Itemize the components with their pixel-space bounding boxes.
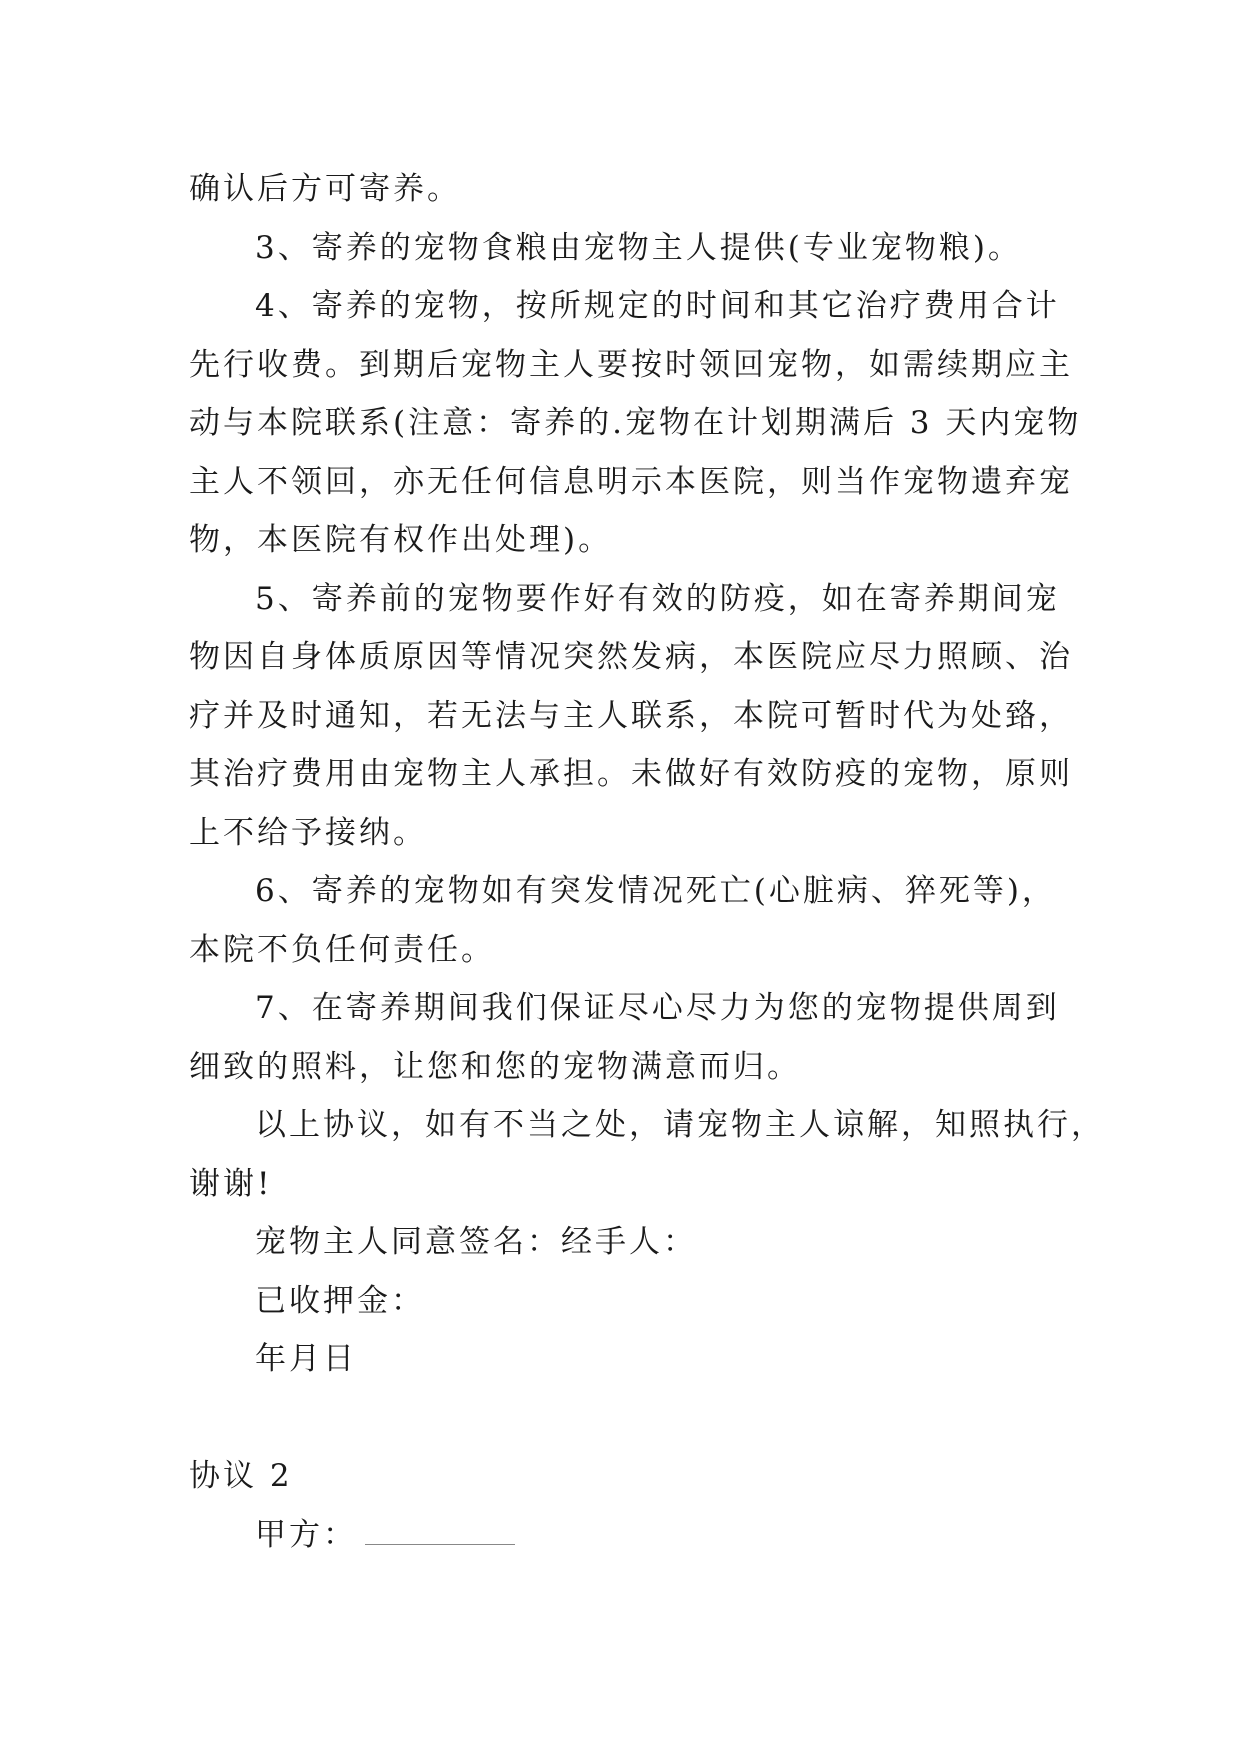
clause-4: 4、寄养的宠物，按所规定的时间和其它治疗费用合计 bbox=[255, 288, 1060, 324]
text-line: 物因自身体质原因等情况突然发病，本医院应尽力照顾、治 bbox=[189, 639, 1073, 675]
text-line: 谢谢! bbox=[189, 1165, 273, 1202]
date-line: 年月日 bbox=[255, 1341, 357, 1377]
text-line: 细致的照料，让您和您的宠物满意而归。 bbox=[189, 1048, 801, 1085]
closing-paragraph: 以上协议，如有不当之处，请宠物主人谅解，知照执行， bbox=[255, 1107, 1105, 1143]
deposit-line: 已收押金： bbox=[255, 1282, 425, 1319]
text-line: 疗并及时通知，若无法与主人联系，本院可暂时代为处臵， bbox=[189, 697, 1073, 734]
signature-line: 宠物主人同意签名：经手人： bbox=[255, 1224, 697, 1260]
clause-3: 3、寄养的宠物食粮由宠物主人提供(专业宠物粮)。 bbox=[255, 229, 1022, 266]
spacer bbox=[189, 1389, 1069, 1448]
clause-7: 7、在寄养期间我们保证尽心尽力为您的宠物提供周到 bbox=[255, 990, 1060, 1026]
party-a-line bbox=[189, 1506, 1069, 1565]
clause-6: 6、寄养的宠物如有突发情况死亡(心脏病、猝死等)， bbox=[255, 873, 1056, 909]
party-a-blank bbox=[365, 1510, 515, 1545]
text-line: 主人不领回，亦无任何信息明示本医院，则当作宠物遗弃宠 bbox=[189, 463, 1073, 500]
document-body bbox=[189, 160, 1105, 1564]
agreement-2-heading: 协议 2 bbox=[189, 1458, 293, 1494]
text-line: 动与本院联系(注意：寄养的.宠物在计划期满后 3 天内宠物 bbox=[189, 405, 1082, 441]
text-line: 先行收费。到期后宠物主人要按时领回宠物，如需续期应主 bbox=[189, 346, 1073, 383]
text-line: 物，本医院有权作出处理)。 bbox=[189, 522, 613, 558]
clause-5: 5、寄养前的宠物要作好有效的防疫，如在寄养期间宠 bbox=[255, 580, 1060, 617]
text-line: 上不给予接纳。 bbox=[189, 814, 427, 851]
text-line: 确认后方可寄养。 bbox=[189, 171, 461, 207]
party-a-label: 甲方： bbox=[255, 1516, 357, 1553]
text-line: 本院不负任何责任。 bbox=[189, 931, 495, 968]
text-line: 其治疗费用由宠物主人承担。未做好有效防疫的宠物，原则 bbox=[189, 756, 1073, 792]
